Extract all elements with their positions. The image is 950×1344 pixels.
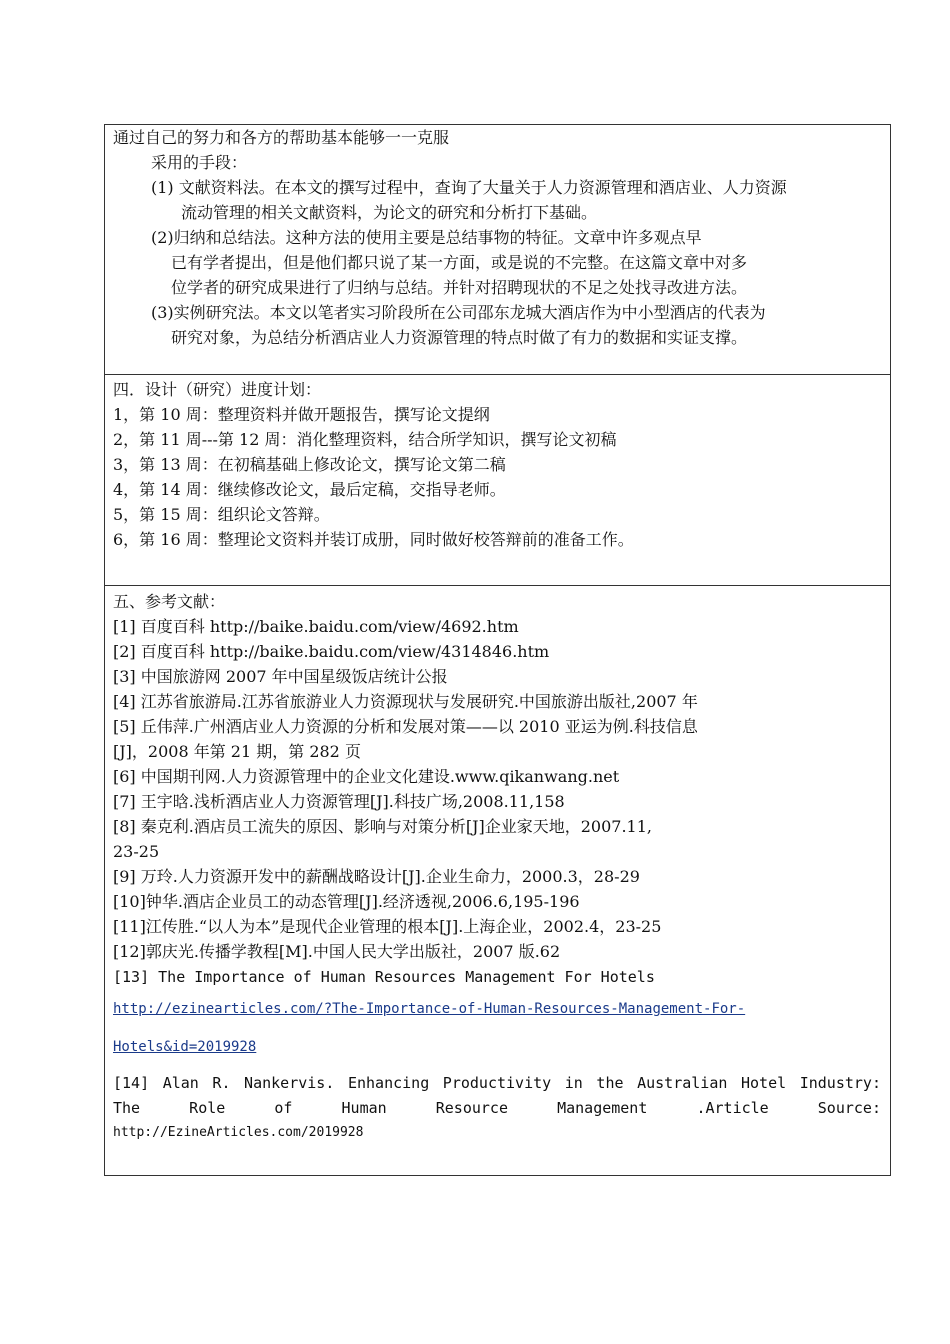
reference-item: [10]钟华.酒店企业员工的动态管理[J].经济透视,2006.6,195-196 [113, 892, 580, 911]
text-line: 已有学者提出，但是他们都只说了某一方面，或是说的不完整。在这篇文章中对多 [171, 253, 748, 272]
reference-item: [J]，2008 年第 21 期，第 282 页 [113, 742, 361, 761]
reference-item: [11]江传胜.“以人为本”是现代企业管理的根本[J].上海企业，2002.4，23-25 [113, 917, 662, 936]
method-2: (2)归纳和总结法。这种方法的使用主要是总结事物的特征。文章中许多观点早 [151, 228, 702, 247]
schedule-item: 3，第 13 周：在初稿基础上修改论文，撰写论文第二稿 [113, 455, 506, 474]
reference-link[interactable]: Hotels&id=2019928 [113, 1039, 257, 1055]
schedule-item: 6，第 16 周：整理论文资料并装订成册，同时做好校答辩前的准备工作。 [113, 530, 634, 549]
reference-item: [8] 秦克利.酒店员工流失的原因、影响与对策分析[J]企业家天地，2007.11, [113, 817, 652, 836]
reference-item: http://EzineArticles.com/2019928 [113, 1125, 364, 1140]
reference-item: [12]郭庆光.传播学教程[M].中国人民大学出版社，2007 版.62 [113, 942, 561, 961]
method-3: (3)实例研究法。本文以笔者实习阶段所在公司邵东龙城大酒店作为中小型酒店的代表为 [151, 303, 766, 322]
reference-item: [5] 丘伟萍.广州酒店业人力资源的分析和发展对策——以 2010 亚运为例.科技信息 [113, 717, 698, 736]
text-line: 流动管理的相关文献资料，为论文的研究和分析打下基础。 [181, 203, 598, 222]
reference-item: 23-25 [113, 842, 160, 861]
reference-item: [1] 百度百科 http://baike.baidu.com/view/4692.htm [113, 617, 519, 636]
reference-item: [6] 中国期刊网.人力资源管理中的企业文化建设.www.qikanwang.net [113, 767, 620, 786]
research-methods-cell [105, 125, 890, 374]
schedule-item: 1，第 10 周：整理资料并做开题报告，撰写论文提纲 [113, 405, 490, 424]
text-line: 位学者的研究成果进行了归纳与总结。并针对招聘现状的不足之处找寻改进方法。 [171, 278, 748, 297]
text-line: 研究对象，为总结分析酒店业人力资源管理的特点时做了有力的数据和实证支撑。 [171, 328, 748, 347]
report-table [104, 124, 891, 1176]
schedule-cell [105, 374, 890, 585]
methods-heading: 采用的手段： [151, 153, 248, 172]
references-cell [105, 585, 890, 1175]
reference-item: The Role of Human Resource Management .Article Source: [113, 1099, 881, 1117]
schedule-item: 4，第 14 周：继续修改论文，最后定稿，交指导老师。 [113, 480, 506, 499]
reference-item: [2] 百度百科 http://baike.baidu.com/view/4314846.htm [113, 642, 550, 661]
reference-item: [7] 王宇晗.浅析酒店业人力资源管理[J].科技广场,2008.11,158 [113, 792, 565, 811]
section-title: 五、参考文献： [113, 592, 226, 611]
reference-item: [3] 中国旅游网 2007 年中国星级饭店统计公报 [113, 667, 448, 686]
text-line: 通过自己的努力和各方的帮助基本能够一一克服 [113, 128, 450, 147]
method-1: (1) 文献资料法。在本文的撰写过程中，查询了大量关于人力资源管理和酒店业、人力资源 [151, 178, 787, 197]
section-title: 四．设计（研究）进度计划： [113, 380, 322, 399]
schedule-item: 5，第 15 周：组织论文答辩。 [113, 505, 330, 524]
reference-item: [9] 万玲.人力资源开发中的薪酬战略设计[J].企业生命力，2000.3，28-29 [113, 867, 640, 886]
reference-item: [14] Alan R. Nankervis. Enhancing Productivity in the Australian Hotel Industry: [113, 1074, 881, 1092]
schedule-item: 2，第 11 周---第 12 周：消化整理资料，结合所学知识，撰写论文初稿 [113, 430, 617, 449]
reference-item: [13] The Importance of Human Resources Management For Hotels [113, 968, 655, 986]
reference-link[interactable]: http://ezinearticles.com/?The-Importance-of-Human-Resources-Management-For- [113, 1001, 746, 1017]
reference-item: [4] 江苏省旅游局.江苏省旅游业人力资源现状与发展研究.中国旅游出版社,2007 年 [113, 692, 698, 711]
